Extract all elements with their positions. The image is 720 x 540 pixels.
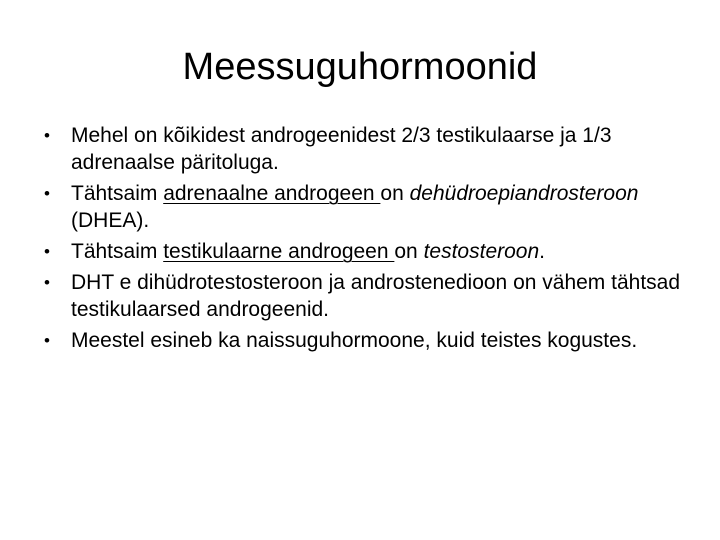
bullet-item-3 [40, 238, 680, 265]
bullet-list [40, 122, 680, 358]
underlined-term: adrenaalne androgeen [163, 182, 381, 205]
bullet-icon: • [44, 331, 50, 350]
bullet-text-middle: on [380, 182, 410, 205]
bullet-text: Meestel esineb ka naissuguhormoone, kuid teistes kogustes. [71, 329, 638, 352]
bullet-icon: • [44, 273, 50, 292]
bullet-text-middle: on [394, 240, 424, 263]
bullet-icon: • [44, 126, 50, 145]
bullet-item-2 [40, 180, 680, 234]
underlined-term: testikulaarne androgeen [163, 240, 395, 263]
italic-term: dehüdroepiandrosteroon [409, 182, 639, 205]
bullet-item-4 [40, 269, 680, 323]
bullet-text-prefix: Tähtsaim [71, 240, 164, 263]
slide-title: Meessuguhormoonid [182, 46, 538, 88]
bullet-text-suffix: . [539, 240, 545, 263]
bullet-item-5 [40, 327, 680, 354]
bullet-text-suffix: (DHEA). [71, 209, 150, 232]
bullet-icon: • [44, 184, 50, 203]
bullet-icon: • [44, 242, 50, 261]
bullet-item-1 [40, 122, 680, 176]
bullet-text-prefix: Tähtsaim [71, 182, 164, 205]
bullet-text: Mehel on kõikidest androgeenidest 2/3 testikulaarse ja 1/3 adrenaalse päritoluga. [71, 124, 612, 174]
italic-term: testosteroon [423, 240, 540, 263]
bullet-text: DHT e dihüdrotestosteroon ja androstenedioon on vähem tähtsad testikulaarsed androgeenid. [71, 271, 681, 321]
